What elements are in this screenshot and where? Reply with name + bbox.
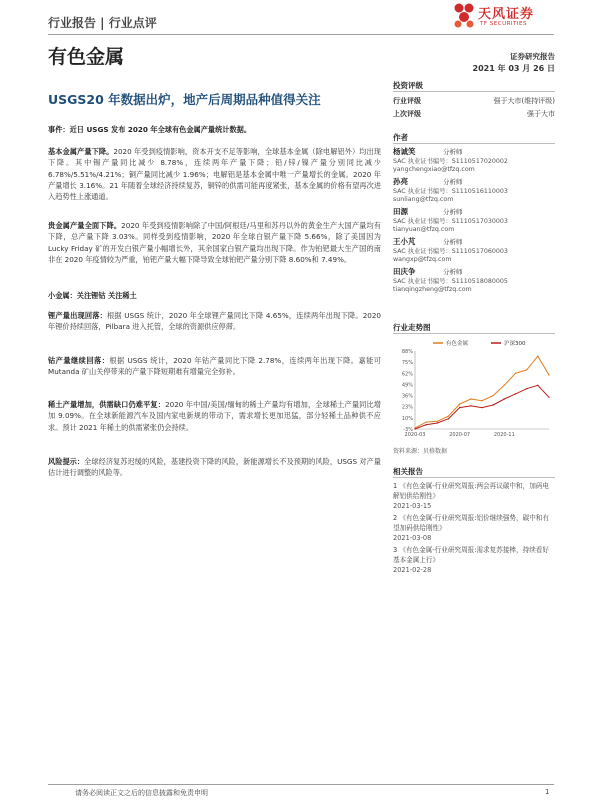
x-tick-label: 2020-03 [404, 432, 426, 438]
report-headline: USGS20 年数据出炉，地产后周期品种值得关注 [48, 92, 321, 107]
related-heading: 相关报告 [393, 467, 423, 476]
last-rating-row [393, 109, 555, 119]
data-point [526, 388, 527, 389]
data-point [425, 421, 426, 422]
y-tick-label: 75% [401, 360, 413, 367]
last-rating-label: 上次评级 [393, 110, 421, 118]
series-line [415, 356, 549, 428]
data-point [537, 385, 538, 386]
sector-title: 有色金属 [48, 46, 125, 68]
related-report-item[interactable] [393, 513, 555, 543]
data-point [459, 403, 460, 404]
section-subheading: 小金属：关注锂钴 关注稀土 [48, 291, 137, 300]
report-type: 证券研究报告 [510, 52, 555, 61]
related-number: 3 [393, 546, 398, 554]
authors-list [393, 148, 555, 298]
author-email[interactable]: yangchengxiao@tfzq.com [393, 166, 475, 174]
authors-divider [393, 143, 555, 144]
author-role: 分析师 [443, 178, 463, 186]
related-number: 2 [393, 514, 398, 522]
data-point [448, 415, 449, 416]
authors-heading: 作者 [393, 133, 408, 142]
related-divider [393, 477, 555, 478]
author-name: 王小芃 [393, 237, 416, 246]
last-rating-value: 强于大市 [527, 110, 555, 118]
data-point [437, 421, 438, 422]
y-tick-label: -3% [403, 427, 413, 433]
y-tick-label: 36% [401, 393, 413, 400]
author-email[interactable]: tianyuan@tfzq.com [393, 226, 455, 234]
legend-label: 有色金属 [446, 341, 469, 347]
author-email[interactable]: wangxp@tfzq.com [393, 256, 452, 264]
chart-source: 资料来源：贝格数据 [393, 448, 448, 455]
related-list [393, 481, 555, 575]
data-point [515, 393, 516, 394]
related-date: 2021-03-08 [393, 534, 432, 542]
x-tick-label: 2020-07 [449, 432, 471, 438]
data-point [437, 422, 438, 423]
industry-trend-chart [393, 337, 555, 442]
author-entry [393, 178, 555, 208]
author-name: 田庆争 [393, 267, 416, 276]
data-point [515, 373, 516, 374]
data-point [470, 405, 471, 406]
risk-warning [48, 456, 381, 479]
page-number: 1 [545, 788, 550, 796]
author-role: 分析师 [443, 238, 463, 246]
paragraph-cobalt [48, 355, 381, 378]
industry-rating-label: 行业评级 [393, 97, 421, 105]
related-date: 2021-02-28 [393, 566, 432, 574]
author-sac: SAC 执业证书编号：S1110517020002 [393, 157, 508, 165]
author-entry [393, 148, 555, 178]
trend-divider [393, 333, 555, 334]
author-entry [393, 238, 555, 268]
y-tick-label: 49% [401, 382, 413, 389]
data-point [481, 407, 482, 408]
rating-heading: 投资评级 [393, 81, 423, 90]
related-title[interactable]: 《有色金属-行业研究周报:两会再议碳中和，加码电解铝供给刚性》 [393, 482, 549, 500]
data-point [492, 404, 493, 405]
industry-rating-value: 强于大市(维持评级) [493, 97, 555, 105]
related-report-item[interactable] [393, 545, 555, 575]
data-point [470, 398, 471, 399]
data-point [504, 385, 505, 386]
author-sac: SAC 执业证书编号：S1110516110003 [393, 187, 508, 195]
data-point [448, 418, 449, 419]
paragraph-lead: 稀土产量增加，供需缺口仍难平复： [48, 400, 166, 409]
related-report-item[interactable] [393, 481, 555, 511]
data-point [548, 374, 549, 375]
paragraph-lead: 贵金属产量全面下降。 [48, 221, 122, 230]
disclaimer: 请务必阅读正文之后的信息披露和免责申明 [75, 789, 208, 797]
data-point [414, 428, 415, 429]
paragraph-lithium [48, 310, 381, 333]
rating-divider [393, 91, 555, 92]
author-role: 分析师 [443, 268, 463, 276]
author-sac: SAC 执业证书编号：S1110518080005 [393, 277, 508, 285]
x-tick-label: 2020-11 [493, 432, 515, 438]
paragraph-body: 根据 USGS 统计，2020 年全球锂产量同比下降 4.65%，连续两年出现下降。2020 年锂价持续回落，Pilbara 进入托管，全球的资源供应停滞。 [48, 311, 381, 332]
y-tick-label: 10% [401, 415, 413, 422]
author-entry [393, 268, 555, 298]
author-role: 分析师 [443, 148, 463, 156]
paragraph-lead: 钴产量继续回落： [48, 356, 110, 365]
author-entry [393, 208, 555, 238]
related-title[interactable]: 《有色金属-行业研究周报:需求复苏接棒，持续看好基本金属上行》 [393, 546, 549, 564]
author-sac: SAC 执业证书编号：S1110517060003 [393, 247, 508, 255]
paragraph-body: 2020 年受到疫情影响，资本开支不足等影响，全球基本金属（除电解铝外）均出现下降。其中锡产量同比减少 8.78%，连续两年产量下降；铅/锌/镍产量分别同比减少 6.78%/5.51%/4.21%；铜产量同比减少 1.96%；电解铝是基本金属中唯一产量增长的金属。2020 年产量增长 3.16%。21 年随着全球经济持续复苏，铜锌的供需可能再度紧张，基本金属的价格有望再次进入趋势性上涨通道。 [48, 147, 381, 202]
paragraph-body: 全球经济复苏迟缓的风险，基建投资下降的风险，新能源增长不及预期的风险，USGS 对产量估计进行调整的风险等。 [48, 457, 381, 478]
author-email[interactable]: tianqingzheng@tfzq.com [393, 286, 472, 294]
footer-divider [48, 784, 554, 785]
related-title[interactable]: 《有色金属-行业研究周报:铝价继续强势，碳中和有望加码供给刚性》 [393, 514, 549, 532]
paragraph-body: 2020 年受到疫情影响除了中国/阿根廷/马里和苏丹以外的黄金生产大国产量均有下降，总产量下降 3.03%。同样受到疫情影响，2020 年全球白银产量下降 5.66%，除了美国因为 Lucky Friday 矿的开发白银产量小幅增长外，其余国家白银产量均出现下降。作为铂钯最大生产国的南非在 2020 年疫情较为严重，铂钯产量大幅下降导致全球铂钯产量分别下降 8.60%和 7.49%。 [48, 221, 381, 264]
data-point [459, 407, 460, 408]
data-point [526, 369, 527, 370]
author-name: 杨诚笑 [393, 147, 416, 156]
y-tick-label: 88% [401, 349, 413, 355]
report-category: 行业报告 | 行业点评 [48, 16, 157, 30]
logo-wordmark: 天风证券 [478, 7, 535, 22]
paragraph-lead: 基本金属产量下降。 [48, 147, 114, 156]
data-point [537, 355, 538, 356]
header-divider [48, 34, 554, 35]
report-date: 2021 年 03 月 26 日 [472, 64, 555, 73]
author-name: 田源 [393, 207, 408, 216]
paragraph-rare-earth [48, 399, 381, 433]
tf-logo-icon [452, 2, 478, 30]
data-point [425, 424, 426, 425]
paragraph-base-metals [48, 146, 381, 202]
paragraph-precious-metals [48, 220, 381, 265]
data-point [492, 395, 493, 396]
data-point [548, 397, 549, 398]
related-date: 2021-03-15 [393, 502, 432, 510]
logo-english: TF SECURITIES [480, 21, 527, 27]
y-tick-label: 62% [401, 371, 413, 378]
related-number: 1 [393, 482, 398, 490]
paragraph-body: 2020 年中国/美国/缅甸的稀土产量均有增加，全球稀土产量同比增加 9.09%。在全球新能源汽车及国内家电新规的带动下，需求增长更加迅猛，部分轻稀土品种供不应求。预计 2021 年稀土的供需紧张仍会持续。 [48, 400, 381, 432]
industry-rating-row [393, 96, 555, 106]
paragraph-body: 根据 USGS 统计，2020 年钴产量同比下降 2.78%，连续两年出现下降。嘉能可 Mutanda 矿山关停带来的产量下降短期难有增量完全弥补。 [48, 356, 381, 377]
y-tick-label: 23% [401, 404, 413, 411]
data-point [504, 398, 505, 399]
event-line: 事件：近日 USGS 发布 2020 年全球有色金属产量统计数据。 [48, 125, 252, 134]
author-role: 分析师 [443, 208, 463, 216]
author-email[interactable]: sunliang@tfzq.com [393, 196, 454, 204]
author-name: 孙亮 [393, 177, 408, 186]
legend-label: 沪深300 [504, 341, 526, 347]
trend-heading: 行业走势图 [393, 323, 431, 332]
paragraph-lead: 风险提示： [48, 457, 85, 466]
author-sac: SAC 执业证书编号：S1110517030003 [393, 217, 508, 225]
data-point [481, 400, 482, 401]
paragraph-lead: 锂产量出现回落： [48, 311, 108, 320]
